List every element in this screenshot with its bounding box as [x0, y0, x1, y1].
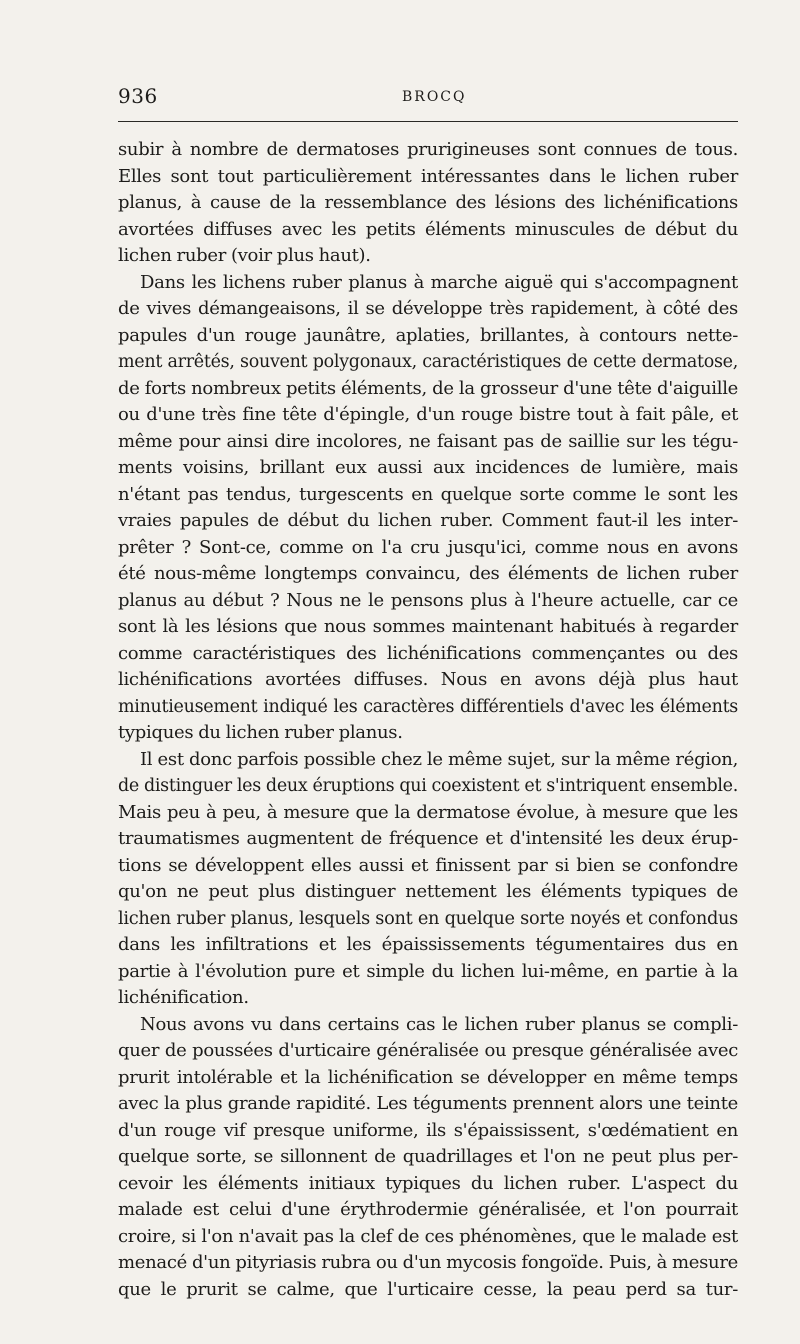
text-line: planus au début ? Nous ne le pensons plus à l'heure actuelle, car ce [118, 589, 738, 611]
text-line: partie à l'évolution pure et simple du lichen lui-même, en partie à la [118, 960, 738, 982]
body-text [118, 137, 738, 1303]
text-line: dans les infiltrations et les épaississements tégumentaires dus en [118, 934, 738, 955]
text-line: même pour ainsi dire incolores, ne faisant pas de saillie sur les tégu- [118, 430, 738, 452]
text-line: malade est celui d'une érythrodermie généralisée, et l'on pourrait [118, 1199, 738, 1220]
text-line: typiques du lichen ruber planus. [118, 722, 403, 743]
text-line: tions se développent elles aussi et finissent par si bien se confondre [118, 854, 738, 876]
text-line: quer de poussées d'urticaire généralisée ou presque généralisée avec [118, 1040, 738, 1061]
text-line: lichen ruber planus, lesquels sont en quelque sorte noyés et confondus [118, 908, 738, 929]
text-line: cevoir les éléments initiaux typiques du lichen ruber. L'aspect du [118, 1172, 738, 1194]
header-rule [118, 121, 738, 122]
page-header [118, 84, 738, 108]
text-line: ments voisins, brillant eux aussi aux incidences de lumière, mais [118, 457, 738, 478]
text-line: prurit intolérable et la lichénification se développer en même temps [118, 1066, 738, 1088]
text-line: de forts nombreux petits éléments, de la grosseur d'une tête d'aiguille [118, 377, 738, 399]
text-line: sont là les lésions que nous sommes maintenant habitués à regarder [118, 616, 738, 637]
text-line: avortées diffuses avec les petits éléments minuscules de début du [118, 218, 738, 240]
text-line: vraies papules de début du lichen ruber. Comment faut-il les inter- [118, 510, 738, 531]
text-line: été nous-même longtemps convaincu, des éléments de lichen ruber [118, 563, 738, 584]
text-line: comme caractéristiques des lichénifications commençantes ou des [118, 642, 738, 664]
text-line: Il est donc parfois possible chez le même sujet, sur la même région, [140, 748, 738, 770]
page-number: 936 [118, 84, 158, 108]
text-line: quelque sorte, se sillonnent de quadrillages et l'on ne peut plus per- [118, 1146, 738, 1167]
text-line: qu'on ne peut plus distinguer nettement les éléments typiques de [118, 881, 738, 902]
text-line: planus, à cause de la ressemblance des lésions des lichénifications [118, 192, 738, 213]
text-line: ou d'une très fine tête d'épingle, d'un rouge bistre tout à fait pâle, et [118, 404, 738, 425]
text-line: subir à nombre de dermatoses prurigineuses sont connues de tous. [118, 139, 738, 160]
text-line: papules d'un rouge jaunâtre, aplaties, brillantes, à contours nette- [118, 324, 738, 346]
text-line: lichen ruber (voir plus haut). [118, 245, 371, 266]
text-line: traumatismes augmentent de fréquence et d'intensité les deux érup- [118, 828, 738, 849]
text-line: lichénification. [118, 987, 249, 1008]
text-line: lichénifications avortées diffuses. Nous en avons déjà plus haut [118, 669, 738, 690]
text-line: n'étant pas tendus, turgescents en quelque sorte comme le sont les [118, 483, 738, 505]
text-line: Dans les lichens ruber planus à marche aiguë qui s'accompagnent [140, 271, 738, 293]
running-head: BROCQ [402, 89, 467, 105]
text-line: d'un rouge vif presque uniforme, ils s'épaississent, s'œdématient en [118, 1119, 738, 1141]
text-line: minutieusement indiqué les caractères différentiels d'avec les éléments [118, 696, 738, 717]
text-line: avec la plus grande rapidité. Les téguments prennent alors une teinte [118, 1093, 738, 1114]
text-line: Nous avons vu dans certains cas le lichen ruber planus se compli- [140, 1013, 738, 1035]
text-line: croire, si l'on n'avait pas la clef de ces phénomènes, que le malade est [118, 1225, 738, 1247]
text-line: Mais peu à peu, à mesure que la dermatose évolue, à mesure que les [118, 801, 738, 823]
text-line: Elles sont tout particulièrement intéressantes dans le lichen ruber [118, 165, 738, 187]
text-line: menacé d'un pityriasis rubra ou d'un mycosis fongoïde. Puis, à mesure [118, 1252, 738, 1273]
text-line: de vives démangeaisons, il se développe très rapidement, à côté des [118, 298, 738, 319]
text-line: ment arrêtés, souvent polygonaux, caractéristiques de cette dermatose, [118, 352, 738, 372]
text-line: prêter ? Sont-ce, comme on l'a cru jusqu'ici, comme nous en avons [118, 536, 738, 558]
text-line: de distinguer les deux éruptions qui coexistent et s'intriquent ensemble. [118, 776, 738, 796]
text-line: que le prurit se calme, que l'urticaire cesse, la peau perd sa tur- [118, 1278, 738, 1300]
